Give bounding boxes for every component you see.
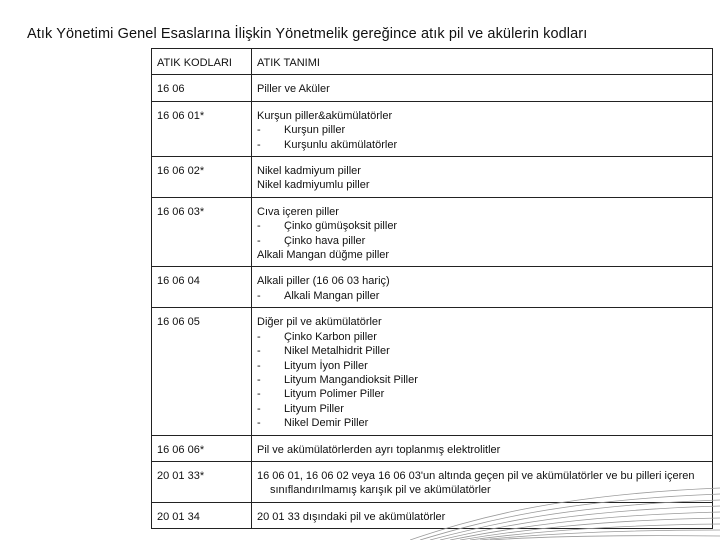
bullet-text: Lityum Polimer Piller [284, 388, 385, 401]
table-row [152, 435, 713, 461]
bullet-marker: - [257, 373, 261, 386]
definition-bullet-item [257, 373, 707, 387]
table-row [152, 75, 713, 101]
waste-definition-cell [252, 502, 713, 528]
waste-definition-cell [252, 197, 713, 267]
bullet-marker: - [257, 289, 261, 302]
bullet-text: Çinko Karbon piller [284, 330, 377, 343]
table-row [152, 157, 713, 198]
waste-definition-cell [252, 267, 713, 308]
definition-line: 16 06 01, 16 06 02 veya 16 06 03'un altında geçen pil ve akümülatörler ve bu pilleri içeren sınıflandırılmamış karışık pil ve akümülatörler [257, 469, 695, 497]
bullet-text: Çinko hava piller [284, 234, 366, 247]
bullet-marker: - [257, 417, 261, 430]
bullet-marker: - [257, 234, 261, 247]
definition-bullet-item [257, 344, 707, 358]
definition-bullet-item [257, 387, 707, 401]
waste-code-cell: 16 06 02* [152, 157, 252, 198]
definition-bullet-item [257, 138, 707, 152]
definition-bullet-item [257, 289, 707, 303]
waste-code-cell: 16 06 06* [152, 435, 252, 461]
waste-definition-cell [252, 435, 713, 461]
table-row [152, 267, 713, 308]
table-row [152, 197, 713, 267]
waste-code-cell: 20 01 34 [152, 502, 252, 528]
definition-bullet-item [257, 234, 707, 248]
bullet-marker: - [257, 138, 261, 151]
bullet-text: Lityum Mangandioksit Piller [284, 373, 418, 386]
table-header-row [152, 49, 713, 75]
bullet-marker: - [257, 345, 261, 358]
definition-line: Cıva içeren piller [257, 205, 339, 218]
waste-definition-cell [252, 308, 713, 435]
bullet-text: Alkali Mangan piller [284, 289, 380, 302]
waste-code-cell: 16 06 [152, 75, 252, 101]
bullet-marker: - [257, 330, 261, 343]
definition-line: Alkali Mangan düğme piller [257, 249, 390, 262]
waste-code-cell: 16 06 05 [152, 308, 252, 435]
bullet-marker: - [257, 359, 261, 372]
waste-code-cell: 16 06 04 [152, 267, 252, 308]
bullet-text: Çinko gümüşoksit piller [284, 220, 398, 233]
waste-code-cell: 20 01 33* [152, 461, 252, 502]
slide-title: Atık Yönetimi Genel Esaslarına İlişkin Yönetmelik gereğince atık pil ve akülerin kodları [27, 26, 588, 42]
bullet-marker: - [257, 124, 261, 137]
definition-line: Nikel kadmiyum piller [257, 165, 361, 178]
bullet-text: Nikel Demir Piller [284, 417, 369, 430]
bullet-text: Kurşun piller [284, 124, 346, 137]
bullet-marker: - [257, 402, 261, 415]
table-row [152, 461, 713, 502]
table-row [152, 502, 713, 528]
waste-code-table [151, 48, 713, 529]
bullet-text: Kurşunlu akümülatörler [284, 138, 398, 151]
definition-line: Diğer pil ve akümülatörler [257, 316, 382, 329]
definition-bullet-item [257, 402, 707, 416]
table-row [152, 308, 713, 435]
waste-code-cell: 16 06 03* [152, 197, 252, 267]
definition-line: Kurşun piller&akümülatörler [257, 109, 393, 122]
definition-line: Nikel kadmiyumlu piller [257, 179, 370, 192]
definition-bullet-item [257, 359, 707, 373]
definition-bullet-item [257, 330, 707, 344]
definition-line: 20 01 33 dışındaki pil ve akümülatörler [257, 510, 446, 523]
bullet-text: Nikel Metalhidrit Piller [284, 345, 390, 358]
definition-bullet-item [257, 219, 707, 233]
definition-line: Alkali piller (16 06 03 hariç) [257, 275, 390, 288]
bullet-marker: - [257, 388, 261, 401]
definition-line: Piller ve Aküler [257, 83, 330, 96]
definition-bullet-item [257, 123, 707, 137]
waste-code-cell: 16 06 01* [152, 101, 252, 156]
waste-definition-cell [252, 461, 713, 502]
bullet-text: Lityum Piller [284, 402, 344, 415]
waste-definition-cell [252, 75, 713, 101]
definition-line: Pil ve akümülatörlerden ayrı toplanmış elektrolitler [257, 443, 501, 456]
waste-definition-cell [252, 157, 713, 198]
waste-definition-cell [252, 101, 713, 156]
header-waste-definition: ATIK TANIMI [252, 49, 713, 75]
bullet-marker: - [257, 220, 261, 233]
table-row [152, 101, 713, 156]
bullet-text: Lityum İyon Piller [284, 359, 368, 372]
header-waste-codes: ATIK KODLARI [152, 49, 252, 75]
definition-bullet-item [257, 416, 707, 430]
